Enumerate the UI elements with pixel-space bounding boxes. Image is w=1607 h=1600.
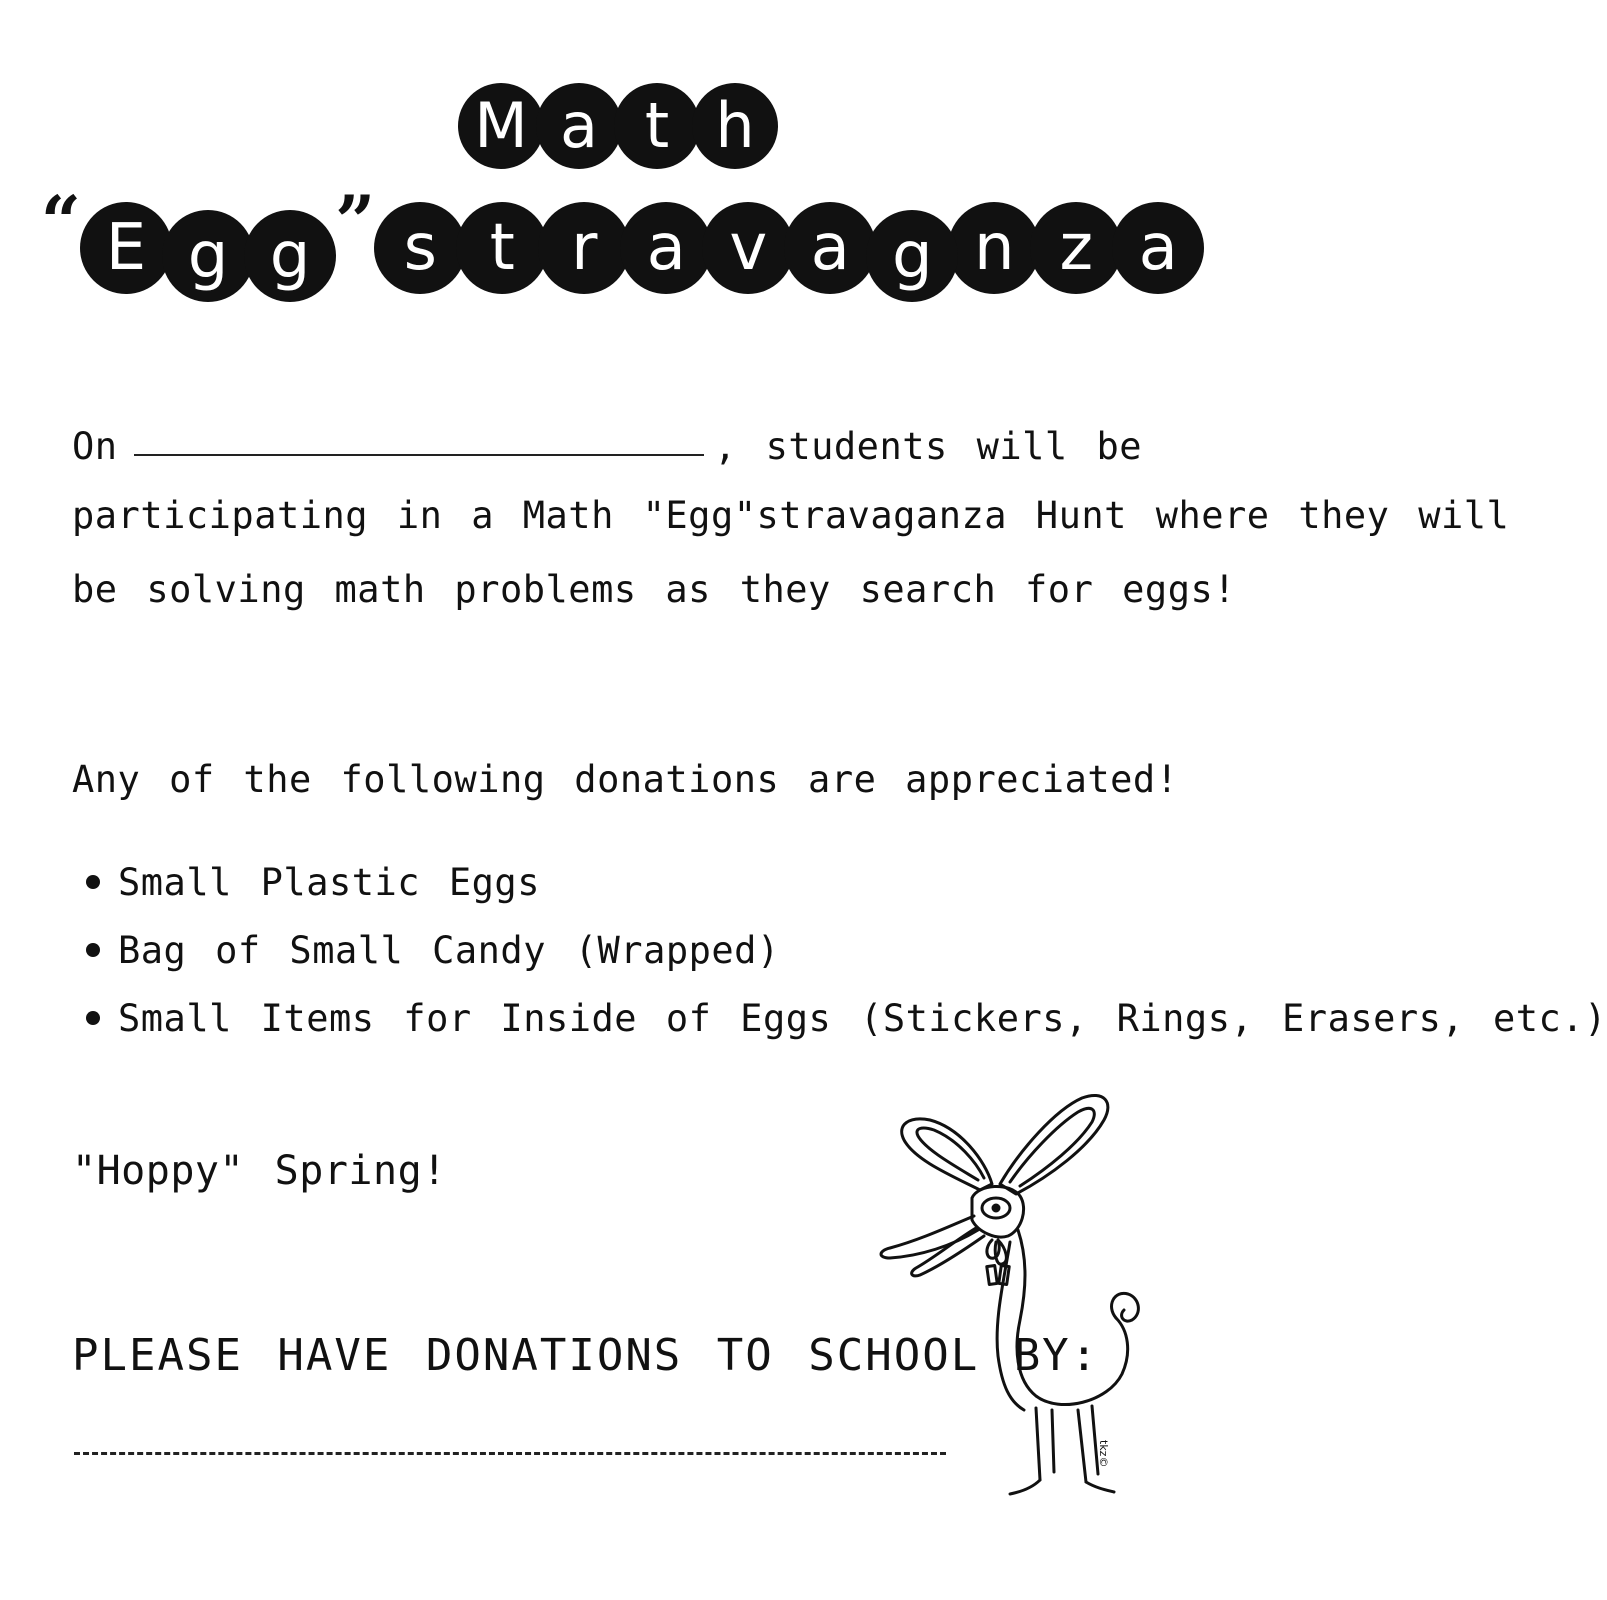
title-letter: g <box>244 210 336 302</box>
bullet-icon <box>86 875 100 889</box>
intro-line-1 <box>72 418 1142 468</box>
donations-heading: Any of the following donations are appreciated! <box>72 758 1179 801</box>
list-item <box>86 848 1607 916</box>
title-letter: h <box>692 83 778 169</box>
title-letter: E <box>80 202 172 294</box>
bullet-icon <box>86 943 100 957</box>
title-letter: s <box>374 202 466 294</box>
title-letter: t <box>456 202 548 294</box>
intro-lead: On <box>72 425 118 468</box>
date-blank-line <box>134 454 704 456</box>
deadline-label: PLEASE HAVE DONATIONS TO SCHOOL BY: <box>72 1330 1100 1381</box>
title-letter: v <box>702 202 794 294</box>
title-letter: t <box>614 83 700 169</box>
title-letter: M <box>458 83 544 169</box>
title-letter: n <box>948 202 1040 294</box>
title-letter: z <box>1030 202 1122 294</box>
title-line-math <box>0 80 1236 172</box>
title-letter: g <box>866 210 958 302</box>
bullet-icon <box>86 1011 100 1025</box>
deadline-dashed-line <box>74 1452 946 1455</box>
list-item <box>86 916 1607 984</box>
intro-after-blank: , students will be <box>714 425 1142 468</box>
title-letter: a <box>784 202 876 294</box>
title-letter: a <box>536 83 622 169</box>
donation-item-label: Small Plastic Eggs <box>118 860 540 904</box>
title-close-quote: ” <box>335 180 376 263</box>
bird-body-icon <box>1017 1230 1128 1405</box>
title-letter: g <box>162 210 254 302</box>
donation-item-label: Small Items for Inside of Eggs (Stickers, Rings, Erasers, etc.) <box>118 996 1607 1040</box>
donation-item-label: Bag of Small Candy (Wrapped) <box>118 928 780 972</box>
title-line-eggstravaganza <box>0 180 1236 300</box>
list-item <box>86 984 1607 1052</box>
intro-line-2: participating in a Math "Egg"stravaganza Hunt where they will <box>72 494 1510 537</box>
intro-line-3: be solving math problems as they search for eggs! <box>72 568 1237 611</box>
title-letter: a <box>1112 202 1204 294</box>
title-letter: a <box>620 202 712 294</box>
title-open-quote: “ <box>40 180 81 263</box>
spring-greeting: "Hoppy" Spring! <box>72 1148 447 1194</box>
title-letter: r <box>538 202 630 294</box>
bird-legs-icon <box>1036 1408 1040 1480</box>
artist-signature: tkz© <box>1097 1440 1110 1468</box>
donation-list <box>86 848 1607 1052</box>
bunny-ears-bird-illustration <box>860 1080 1160 1500</box>
